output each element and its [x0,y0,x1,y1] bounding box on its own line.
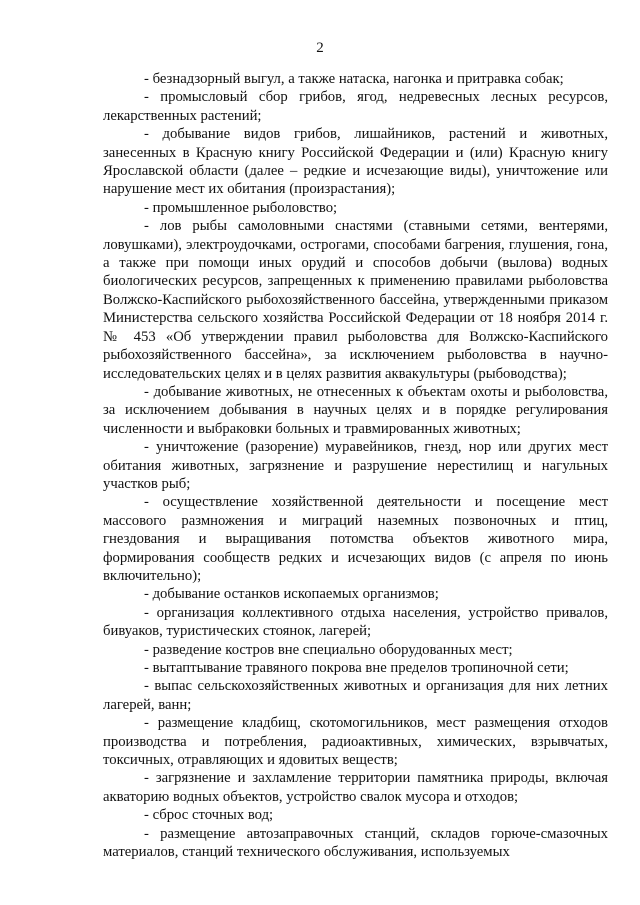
prohibition-item: - добывание останков ископаемых организмов; [144,586,439,603]
prohibition-item: - выпас сельскохозяйственных животных и организация для них летних лагерей, ванн; [103,678,608,713]
prohibition-item: - промысловый сбор грибов, ягод, недревесных лесных ресурсов, лекарственных растений; [103,89,608,124]
prohibition-item: - размещение кладбищ, скотомогильников, мест размещения отходов производства и потребления, радиоактивных, химических, взрывчатых, токсичных, отравляющих и ядовитых веществ; [103,715,608,769]
prohibition-item: - загрязнение и захламление территории памятника природы, включая акваторию водных объектов, устройство свалок мусора и отходов; [103,770,608,805]
document-body [103,70,608,861]
prohibition-item: - добывание видов грибов, лишайников, растений и животных, занесенных в Красную книгу Российской Федерации и (или) Красную книгу Ярославской области (далее – редкие и исчезающие виды), уничтожение или нарушение мест их обитания (произрастания); [103,126,608,198]
page-number: 2 [316,40,324,56]
prohibition-item: - добывание животных, не отнесенных к объектам охоты и рыболовства, за исключением добывания в научных целях и в порядке регулирования численности и выбраковки больных и травмированных животных; [103,383,608,437]
prohibition-item: - безнадзорный выгул, а также натаска, нагонка и притравка собак; [144,71,564,87]
prohibition-item: - осуществление хозяйственной деятельности и посещение мест массового размножения и миграций наземных позвоночных и птиц, гнездования и выращивания потомства объектов животного мира, формирования сообществ редких и исчезающих видов (с апреля по июнь включительно); [103,494,608,584]
prohibition-item: - вытаптывание травяного покрова вне пределов тропиночной сети; [144,660,569,676]
prohibition-item: - разведение костров вне специально оборудованных мест; [144,641,513,658]
prohibition-item: - размещение автозаправочных станций, складов горюче-смазочных материалов, станций технического обслуживания, используемых [103,825,608,861]
prohibition-item: - промышленное рыболовство; [144,199,338,216]
prohibition-item: - сброс сточных вод; [144,807,274,824]
prohibition-item: - организация коллективного отдыха населения, устройство привалов, бивуаков, туристических стоянок, лагерей; [103,604,608,640]
prohibition-item: - уничтожение (разорение) муравейников, гнезд, нор или других мест обитания животных, загрязнение и разрушение нерестилищ и нагульных участков рыб; [103,439,608,492]
prohibition-item: - лов рыбы самоловными снастями (ставными сетями, вентерями, ловушками), электроудочками, острогами, способами багрения, глушения, гона, а также при помощи иных орудий и способов добычи (вылова) водных биологических ресурсов, запрещенных к применению правилами рыболовства Волжско-Каспийского рыбохозяйственного бассейна, утвержденными приказом Министерства сельского хозяйства Российской Федерации от 18 ноября 2014 г. № 453 «Об утверждении правил рыболовства для Волжско-Каспийского рыбохозяйственного бассейна», за исключением рыболовства в научно-исследовательских целях и в целях развития аквакультуры (рыбоводства); [103,218,608,382]
